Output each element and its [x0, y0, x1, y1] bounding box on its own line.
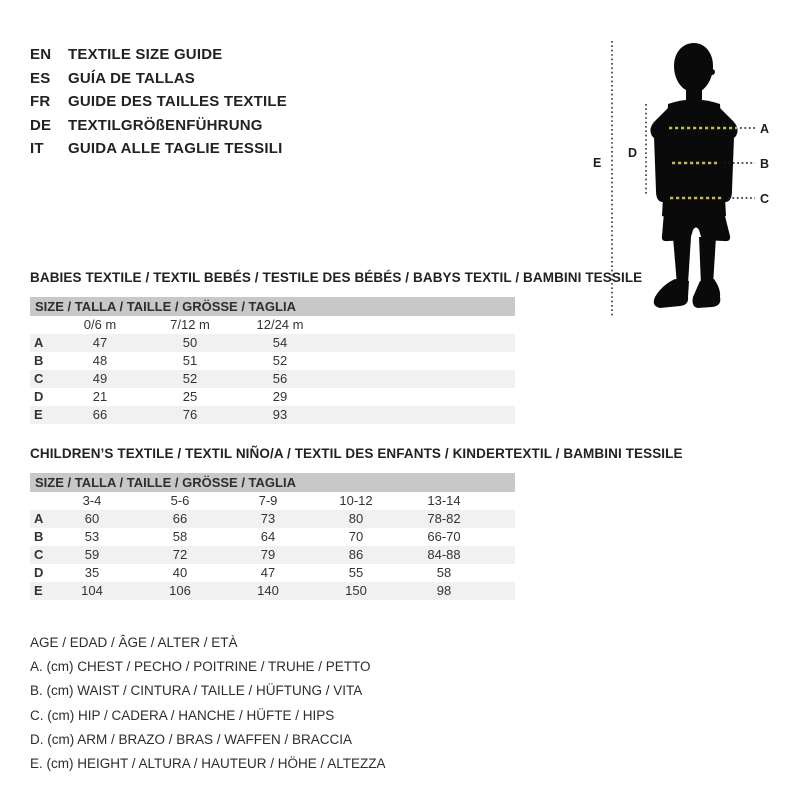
cell-value: 25 [182, 389, 198, 404]
lang-row-en [30, 43, 287, 67]
babies-colheader-2: 12/24 m [256, 317, 304, 332]
cell-value: 66 [172, 511, 188, 526]
table-row [30, 334, 515, 352]
cell-value: 47 [92, 335, 108, 350]
cell-value: 80 [348, 511, 364, 526]
lang-code-de: DE [30, 116, 52, 134]
cell-value: 29 [272, 389, 288, 404]
row-label: E [34, 407, 43, 422]
babies-column-header-row [30, 316, 515, 334]
lang-title-it: GUIDA ALLE TAGLIE TESSILI [68, 140, 283, 157]
cell-value: 52 [272, 353, 288, 368]
cell-value: 98 [436, 583, 452, 598]
babies-colheader-spacer [30, 316, 55, 334]
legend-chest: A. (cm) CHEST / PECHO / POITRINE / TRUHE / PETTO [30, 659, 371, 675]
cell-value: 86 [348, 547, 364, 562]
cell-value: 49 [92, 371, 108, 386]
children-size-table [30, 473, 515, 600]
cell-value: 79 [260, 547, 276, 562]
babies-size-header-bar: SIZE / TALLA / TAILLE / GRÖSSE / TAGLIA [30, 297, 515, 316]
table-row [30, 528, 515, 546]
row-label: D [34, 389, 44, 404]
measure-label-a: A [760, 122, 770, 136]
row-label: C [34, 371, 44, 386]
table-row [30, 582, 515, 600]
cell-value: 53 [84, 529, 100, 544]
children-colheader-1: 5-6 [170, 493, 190, 508]
table-row [30, 388, 515, 406]
cell-value: 35 [84, 565, 100, 580]
cell-value: 70 [348, 529, 364, 544]
children-colheader-3: 10-12 [339, 493, 373, 508]
children-column-header-row [30, 492, 515, 510]
cell-value: 59 [84, 547, 100, 562]
babies-colheader-1: 7/12 m [170, 317, 210, 332]
cell-value: 58 [172, 529, 188, 544]
measure-label-b: B [760, 157, 770, 171]
cell-value: 66-70 [427, 529, 461, 544]
lang-code-it: IT [30, 140, 44, 157]
legend-age: AGE / EDAD / ÂGE / ALTER / ETÀ [30, 635, 238, 650]
measure-label-c: C [760, 192, 770, 206]
row-label: A [34, 335, 44, 350]
cell-value: 64 [260, 529, 276, 544]
cell-value: 84-88 [427, 547, 461, 562]
legend-height: E. (cm) HEIGHT / ALTURA / HAUTEUR / HÖHE / ALTEZZA [30, 755, 386, 771]
babies-size-table [30, 297, 515, 424]
table-row [30, 370, 515, 388]
lang-code-es: ES [30, 69, 51, 87]
lang-title-de: TEXTILGRÖßENFÜHRUNG [68, 116, 263, 134]
cell-value: 76 [182, 407, 198, 422]
cell-value: 40 [172, 565, 188, 580]
measure-label-d: D [628, 146, 638, 160]
cell-value: 72 [172, 547, 188, 562]
cell-value: 140 [257, 583, 279, 598]
cell-value: 93 [272, 407, 288, 422]
cell-value: 56 [272, 371, 288, 386]
children-colheader-2: 7-9 [258, 493, 278, 508]
lang-row-it [30, 137, 287, 161]
row-label: B [34, 353, 44, 368]
row-label: C [34, 547, 44, 562]
cell-value: 52 [182, 371, 198, 386]
lang-row-es [30, 67, 287, 91]
row-label: B [34, 529, 44, 544]
children-colheader-0: 3-4 [82, 493, 102, 508]
row-label: E [34, 583, 43, 598]
lang-row-de [30, 114, 287, 138]
lang-title-fr: GUIDE DES TAILLES TEXTILE [68, 93, 287, 110]
child-silhouette-icon [650, 43, 737, 308]
table-row [30, 546, 515, 564]
legend-hip: C. (cm) HIP / CADERA / HANCHE / HÜFTE / HIPS [30, 707, 335, 723]
cell-value: 150 [345, 583, 367, 598]
cell-value: 55 [348, 565, 364, 580]
row-label: D [34, 565, 44, 580]
table-row [30, 352, 515, 370]
babies-section-title: BABIES TEXTILE / TEXTIL BEBÉS / TESTILE DES BÉBÉS / BABYS TEXTIL / BAMBINI TESSILE [30, 270, 643, 285]
babies-colheader-0: 0/6 m [83, 317, 117, 332]
table-row [30, 564, 515, 582]
children-section-title: CHILDREN’S TEXTILE / TEXTIL NIÑO/A / TEXTIL DES ENFANTS / KINDERTEXTIL / BAMBINI TESSILE [30, 446, 683, 461]
measure-label-e: E [593, 156, 602, 170]
lang-title-es: GUÍA DE TALLAS [68, 69, 195, 87]
lang-code-fr: FR [30, 93, 51, 110]
cell-value: 21 [92, 389, 108, 404]
cell-value: 50 [182, 335, 198, 350]
cell-value: 78-82 [427, 511, 461, 526]
lang-code-en: EN [30, 46, 52, 63]
children-colheader-spacer [30, 492, 48, 510]
lang-title-en: TEXTILE SIZE GUIDE [68, 46, 223, 63]
table-row [30, 510, 515, 528]
cell-value: 54 [272, 335, 288, 350]
lang-row-fr [30, 90, 287, 114]
children-size-header-bar: SIZE / TALLA / TAILLE / GRÖSSE / TAGLIA [30, 473, 515, 492]
cell-value: 47 [260, 565, 276, 580]
table-row [30, 406, 515, 424]
cell-value: 58 [436, 565, 452, 580]
legend-waist: B. (cm) WAIST / CINTURA / TAILLE / HÜFTUNG / VITA [30, 683, 363, 699]
row-label: A [34, 511, 44, 526]
cell-value: 106 [169, 583, 191, 598]
cell-value: 48 [92, 353, 108, 368]
cell-value: 66 [92, 407, 108, 422]
language-title-list [30, 43, 287, 161]
cell-value: 73 [260, 511, 276, 526]
cell-value: 60 [84, 511, 100, 526]
children-colheader-4: 13-14 [427, 493, 461, 508]
measurement-legend [30, 631, 386, 776]
cell-value: 104 [81, 583, 103, 598]
cell-value: 51 [182, 353, 198, 368]
legend-arm: D. (cm) ARM / BRAZO / BRAS / WAFFEN / BRACCIA [30, 731, 353, 747]
